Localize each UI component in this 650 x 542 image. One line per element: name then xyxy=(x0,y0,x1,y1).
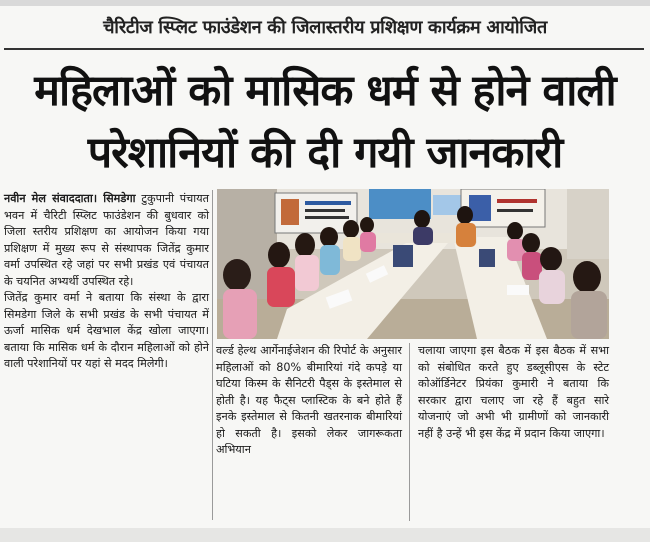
column-divider-2 xyxy=(409,343,410,521)
column-1-intro: टुकुपानी पंचायत भवन में चैरिटी स्प्लिट फाउंडेशन की बुधवार को जिला स्तरीय प्रशिक्षण का आयोजन किया गया प्रशिक्षण में मुख्य रूप से संस्थापक जितेंद्र कुमार वर्मा उपस्थित रहे जहां पर सभी प्रखंड एवं पंचायत के चयनित अभ्यर्थी उपस्थित रहे। xyxy=(4,192,209,288)
top-border xyxy=(0,0,650,6)
column-divider xyxy=(212,190,213,520)
article-column-2: वर्ल्ड हेल्थ आर्गेनाईजेशन की रिपोर्ट के अनुसार महिलाओं को 80% बीमारियां गंदे कपड़े या घटिया किस्म के सैनिटरी पैड्स के इस्तेमाल से होती है। यह फैट्स प्लास्टिक के बने होते हैं इनके इस्तेमाल से कितनी खतरनाक बीमारियां हो सकती है। इसको लेकर जागरूकता अभियान xyxy=(216,344,402,456)
training-session-photo xyxy=(217,189,609,339)
article-column-1 xyxy=(4,191,209,521)
article-column-3: चलाया जाएगा इस बैठक में इस बैठक में सभा को संबोधित करते हुए डब्लूसीएस के स्टेट कोऑर्डिनेटर प्रियंका कुमारी ने बताया कि सरकार द्वारा चलाए जा रहे हैं बहुत सारे योजनाएं जो अभी भी ग्रामीणों को जानकारी नहीं है उन्हें भी इस केंद्र में प्रदान किया जाएगा। xyxy=(418,344,609,440)
photo-illustration xyxy=(217,189,609,339)
bottom-border xyxy=(0,528,650,542)
headline-line-1: महिलाओं को मासिक धर्म से होने वाली xyxy=(34,66,616,116)
kicker-headline: चैरिटीज स्प्लिट फाउंडेशन की जिलास्तरीय प्रशिक्षण कार्यक्रम आयोजित xyxy=(103,17,547,38)
column-1-continued: जितेंद्र कुमार वर्मा ने बताया कि संस्था के द्वारा सिमडेगा जिले के सभी प्रखंड के सभी पंचायत में ऊर्जा मासिक धर्म देखभाल केंद्र खोला जाएगा। बताया कि मासिक धर्म के दौरान महिलाओं को होने वाली परेशानियों पर यहां से मदद मिलेगी। xyxy=(4,291,209,370)
dateline: नवीन मेल संवाददाता। सिमडेगा xyxy=(4,192,136,205)
kicker-rule xyxy=(4,48,644,50)
headline-line-2: परेशानियों की दी गयी जानकारी xyxy=(87,128,563,178)
